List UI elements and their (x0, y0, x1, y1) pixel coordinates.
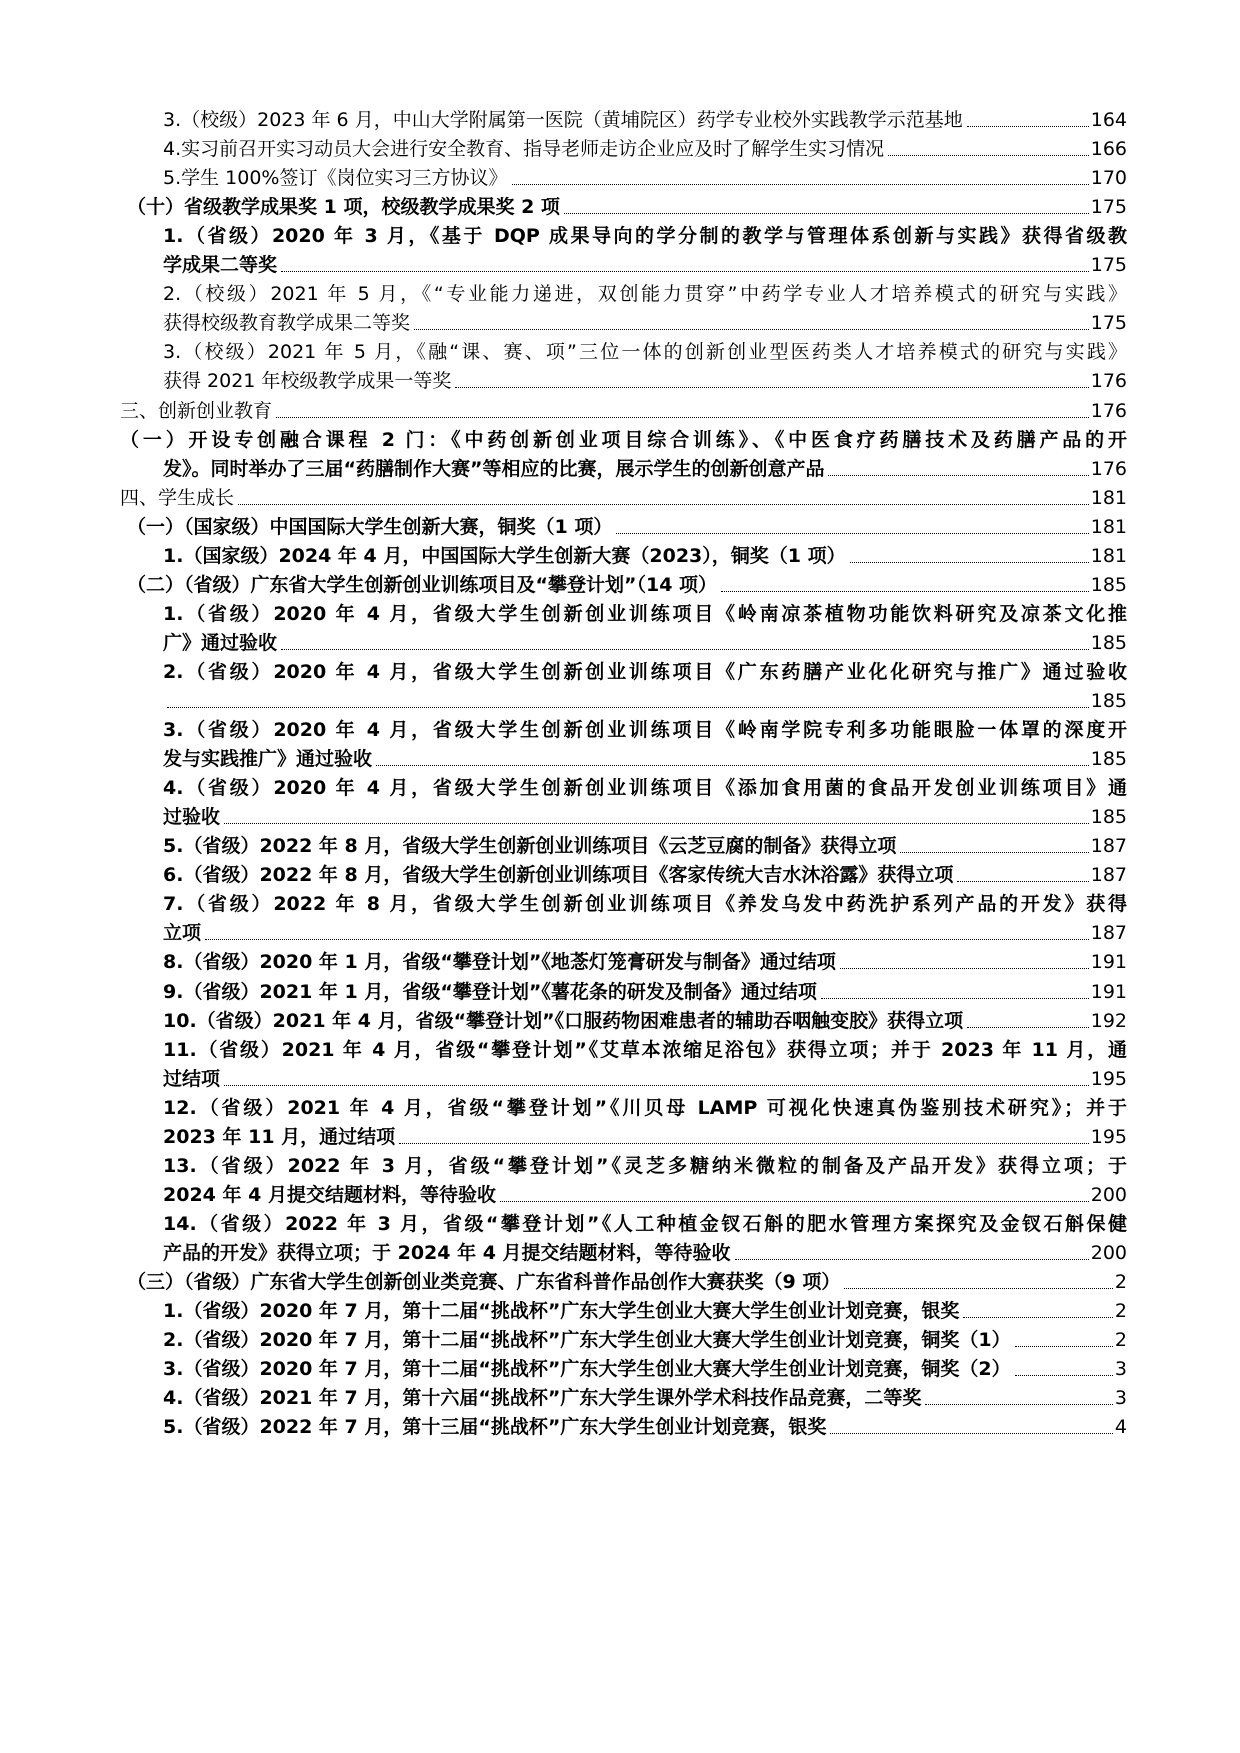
toc-page-number: 2 (1114, 1300, 1127, 1322)
toc-page-number: 187 (1090, 922, 1127, 944)
toc-leader-dots (224, 823, 1089, 824)
toc-leader-dots (376, 765, 1089, 766)
toc-entry[interactable] (163, 715, 1127, 745)
toc-leader-dots (721, 591, 1089, 592)
toc-entry-title: 过结项 (163, 1068, 221, 1090)
toc-entry[interactable] (163, 1122, 1127, 1152)
toc-entry-title: 过验收 (163, 806, 221, 828)
toc-entry[interactable] (163, 802, 1127, 832)
toc-entry[interactable] (163, 279, 1127, 309)
toc-entry-title: 14.（省级）2022 年 3 月，省级“攀登计划”《人工种植金钗石斛的肥水管理方案探究及金钗石斛保健 (163, 1213, 1127, 1235)
toc-leader-dots (1015, 1375, 1113, 1376)
toc-entry[interactable] (163, 1093, 1127, 1123)
toc-entry-title: 8.（省级）2020 年 1 月，省级“攀登计划”《地菍灯笼膏研发与制备》通过结项 (163, 951, 836, 973)
toc-entry-title: 获得校级教育教学成果二等奖 (163, 312, 411, 334)
toc-entry[interactable] (127, 1267, 1127, 1297)
toc-entry-title: 1.（省级）2020 年 3 月，《基于 DQP 成果导向的学分制的教学与管理体系创新与实践》获得省级教 (163, 225, 1127, 247)
toc-entry-title: 6.（省级）2022 年 8 月，省级大学生创新创业训练项目《客家传统大吉水沐浴露》获得立项 (163, 864, 954, 886)
toc-page-number: 181 (1090, 516, 1127, 538)
toc-entry-title: （一）（国家级）中国国际大学生创新大赛，铜奖（1 项） (127, 516, 613, 538)
toc-entry[interactable] (127, 192, 1127, 222)
toc-page-number: 191 (1090, 951, 1127, 973)
toc-page-number: 181 (1090, 487, 1127, 509)
toc-page-number: 166 (1090, 138, 1127, 160)
toc-entry-title: 5.学生 100%签订《岗位实习三方协议》 (163, 167, 508, 189)
toc-entry-title: 三、创新创业教育 (120, 400, 273, 422)
toc-leader-dots (616, 533, 1088, 534)
toc-page-number: 164 (1090, 109, 1127, 131)
toc-entry-title: 获得 2021 年校级教学成果一等奖 (163, 370, 452, 392)
toc-entry[interactable] (163, 977, 1127, 1007)
toc-entry[interactable] (163, 134, 1127, 164)
toc-page-number: 185 (1090, 632, 1127, 654)
toc-leader-dots (564, 213, 1089, 214)
toc-page-number: 191 (1090, 981, 1127, 1003)
toc-entry-title: 3.（省级）2020 年 7 月，第十二届“挑战杯”广东大学生创业大赛大学生创业计划竞赛，铜奖（2） (163, 1358, 1011, 1380)
toc-entry[interactable] (163, 1151, 1127, 1181)
toc-entry[interactable] (127, 570, 1127, 600)
toc-page-number: 4 (1114, 1416, 1127, 1438)
toc-entry[interactable] (163, 1180, 1127, 1210)
toc-page-number: 2 (1114, 1271, 1127, 1293)
toc-entry[interactable] (163, 599, 1127, 629)
toc-leader-dots (967, 1027, 1089, 1028)
toc-entry[interactable] (163, 831, 1127, 861)
toc-entry[interactable] (163, 918, 1127, 948)
toc-page-number: 185 (1090, 806, 1127, 828)
toc-leader-dots (414, 329, 1089, 330)
toc-entry-title: 发与实践推广》通过验收 (163, 748, 373, 770)
toc-leader-dots (963, 1317, 1113, 1318)
toc-page-number: 195 (1090, 1126, 1127, 1148)
toc-page-number: 175 (1090, 196, 1127, 218)
toc-leader-dots (844, 1288, 1113, 1289)
toc-entry[interactable] (163, 947, 1127, 977)
toc-page-number: 185 (1090, 690, 1127, 712)
toc-entry-title: （十）省级教学成果奖 1 项，校级教学成果奖 2 项 (127, 196, 560, 218)
toc-entry-title: 11.（省级）2021 年 4 月，省级“攀登计划”《艾草本浓缩足浴包》获得立项；并于 2023 年 11 月，通 (163, 1039, 1127, 1061)
toc-entry[interactable] (163, 1383, 1127, 1413)
toc-entry-title: 学成果二等奖 (163, 254, 278, 276)
toc-entry[interactable] (163, 250, 1127, 280)
toc-entry-title: 产品的开发》获得立项；于 2024 年 4 月提交结题材料，等待验收 (163, 1242, 731, 1264)
toc-entry[interactable] (163, 686, 1127, 716)
toc-entry[interactable] (163, 860, 1127, 890)
toc-entry-title: 1.（省级）2020 年 4 月，省级大学生创新创业训练项目《岭南凉茶植物功能饮料研究及凉茶文化推 (163, 603, 1127, 625)
toc-entry[interactable] (163, 337, 1127, 367)
toc-entry[interactable] (163, 889, 1127, 919)
toc-entry-title: 5.（省级）2022 年 7 月，第十三届“挑战杯”广东大学生创业计划竞赛，银奖 (163, 1416, 827, 1438)
toc-entry[interactable] (163, 1325, 1127, 1355)
toc-page-number: 3 (1114, 1387, 1127, 1409)
toc-entry[interactable] (127, 512, 1127, 542)
toc-entry[interactable] (163, 1209, 1127, 1239)
toc-entry[interactable] (163, 744, 1127, 774)
toc-entry-title: 9.（省级）2021 年 1 月，省级“攀登计划”《薯花条的研发及制备》通过结项 (163, 981, 817, 1003)
toc-page-number: 181 (1090, 545, 1127, 567)
toc-entry-title: 5.（省级）2022 年 8 月，省级大学生创新创业训练项目《云芝豆腐的制备》获得立项 (163, 835, 897, 857)
toc-page-number: 185 (1090, 748, 1127, 770)
toc-entry-title: 4.（省级）2020 年 4 月，省级大学生创新创业训练项目《添加食用菌的食品开发创业训练项目》通 (163, 777, 1127, 799)
toc-page-number: 200 (1090, 1184, 1127, 1206)
toc-page-number: 176 (1090, 400, 1127, 422)
toc-entry[interactable] (120, 483, 1127, 513)
toc-entry[interactable] (120, 425, 1127, 455)
toc-leader-dots (888, 155, 1089, 156)
toc-entry-title: 12.（省级）2021 年 4 月，省级“攀登计划”《川贝母 LAMP 可视化快速真伪鉴别技术研究》；并于 (163, 1097, 1127, 1119)
toc-entry[interactable] (163, 1238, 1127, 1268)
toc-leader-dots (512, 184, 1089, 185)
toc-entry-title: 13.（省级）2022 年 3 月，省级“攀登计划”《灵芝多糖纳米微粒的制备及产品开发》获得立项；于 (163, 1155, 1127, 1177)
toc-page-number: 192 (1090, 1010, 1127, 1032)
toc-entry-title: 3.（校级）2021 年 5 月，《融“课、赛、项”三位一体的创新创业型医药类人才培养模式的研究与实践》 (163, 341, 1127, 363)
toc-leader-dots (205, 939, 1089, 940)
toc-leader-dots (900, 852, 1088, 853)
toc-entry[interactable] (163, 657, 1127, 687)
toc-entry-title: （一）开设专创融合课程 2 门：《中药创新创业项目综合训练》、《中医食疗药膳技术及药膳产品的开 (120, 429, 1127, 451)
toc-entry-title: 2023 年 11 月，通过结项 (163, 1126, 396, 1148)
toc-page-number: 187 (1090, 835, 1127, 857)
toc-entry-title: 7.（省级）2022 年 8 月，省级大学生创新创业训练项目《养发乌发中药洗护系列产品的开发》获得 (163, 893, 1127, 915)
toc-leader-dots (399, 1143, 1089, 1144)
toc-leader-dots (500, 1201, 1089, 1202)
toc-leader-dots (828, 475, 1088, 476)
toc-entry[interactable] (163, 163, 1127, 193)
toc-leader-dots (925, 1404, 1113, 1405)
toc-leader-dots (735, 1259, 1089, 1260)
toc-entry-title: 1.（省级）2020 年 7 月，第十二届“挑战杯”广东大学生创业大赛大学生创业计划竞赛，银奖 (163, 1300, 960, 1322)
toc-entry[interactable] (163, 366, 1127, 396)
toc-page-number: 185 (1090, 574, 1127, 596)
toc-entry[interactable] (163, 541, 1127, 571)
toc-leader-dots (830, 1433, 1113, 1434)
toc-page-number: 176 (1090, 370, 1127, 392)
toc-entry-title: 2024 年 4 月提交结题材料，等待验收 (163, 1184, 496, 1206)
toc-leader-dots (281, 649, 1089, 650)
toc-entry-title: 2.（校级）2021 年 5 月，《“专业能力递进，双创能力贯穿”中药学专业人才培养模式的研究与实践》 (163, 283, 1127, 305)
toc-entry[interactable] (163, 454, 1127, 484)
toc-page-number: 176 (1090, 458, 1127, 480)
toc-leader-dots (957, 881, 1088, 882)
toc-leader-dots (840, 968, 1089, 969)
toc-page-number: 175 (1090, 312, 1127, 334)
toc-entry-title: 10.（省级）2021 年 4 月，省级“攀登计划”《口服药物困难患者的辅助吞咽触变胶》获得立项 (163, 1010, 964, 1032)
toc-entry-title: 广》通过验收 (163, 632, 278, 654)
toc-entry[interactable] (163, 308, 1127, 338)
toc-entry-title: 2.（省级）2020 年 7 月，第十二届“挑战杯”广东大学生创业大赛大学生创业计划竞赛，铜奖（1） (163, 1329, 1011, 1351)
toc-entry[interactable] (120, 396, 1127, 426)
toc-page-number: 195 (1090, 1068, 1127, 1090)
toc-page-number: 2 (1114, 1329, 1127, 1351)
toc-entry-title: （二）（省级）广东省大学生创新创业训练项目及“攀登计划”（14 项） (127, 574, 718, 596)
toc-leader-dots (167, 707, 1089, 708)
toc-leader-dots (850, 562, 1089, 563)
toc-page-number: 200 (1090, 1242, 1127, 1264)
toc-leader-dots (821, 998, 1089, 999)
toc-entry[interactable] (163, 1412, 1127, 1442)
toc-page-number: 3 (1114, 1358, 1127, 1380)
toc-entry-title: 3.（省级）2020 年 4 月，省级大学生创新创业训练项目《岭南学院专利多功能眼脸一体罩的深度开 (163, 719, 1127, 741)
toc-entry-title: 立项 (163, 922, 202, 944)
toc-entry[interactable] (163, 773, 1127, 803)
toc-page-number: 187 (1090, 864, 1127, 886)
toc-leader-dots (281, 271, 1089, 272)
toc-entry-title: 四、学生成长 (120, 487, 235, 509)
toc-page-number: 175 (1090, 254, 1127, 276)
toc-leader-dots (1015, 1346, 1113, 1347)
toc-entry[interactable] (163, 1006, 1127, 1036)
toc-entry-title: 发》。同时举办了三届“药膳制作大赛”等相应的比赛，展示学生的创新创意产品 (163, 458, 825, 480)
toc-entry[interactable] (163, 1354, 1127, 1384)
toc-page-number: 170 (1090, 167, 1127, 189)
toc-leader-dots (967, 126, 1089, 127)
toc-entry-title: 2.（省级）2020 年 4 月，省级大学生创新创业训练项目《广东药膳产业化化研究与推广》通过验收 (163, 661, 1127, 683)
toc-leader-dots (224, 1085, 1089, 1086)
toc-entry[interactable] (163, 1035, 1127, 1065)
toc-entry-title: （三）（省级）广东省大学生创新创业类竞赛、广东省科普作品创作大赛获奖（9 项） (127, 1271, 841, 1293)
toc-entry[interactable] (163, 221, 1127, 251)
toc-entry-title: 1.（国家级）2024 年 4 月，中国国际大学生创新大赛（2023），铜奖（1 项） (163, 545, 846, 567)
toc-entry[interactable] (163, 628, 1127, 658)
toc-entry[interactable] (163, 105, 1127, 135)
toc-entry[interactable] (163, 1064, 1127, 1094)
toc-entry-title: 3.（校级）2023 年 6 月，中山大学附属第一医院（黄埔院区）药学专业校外实践教学示范基地 (163, 109, 963, 131)
toc-leader-dots (455, 387, 1088, 388)
toc-leader-dots (276, 417, 1089, 418)
toc-leader-dots (238, 504, 1089, 505)
toc-entry-title: 4.（省级）2021 年 7 月，第十六届“挑战杯”广东大学生课外学术科技作品竞赛，二等奖 (163, 1387, 922, 1409)
toc-entry-title: 4.实习前召开实习动员大会进行安全教育、指导老师走访企业应及时了解学生实习情况 (163, 138, 885, 160)
toc-entry[interactable] (163, 1296, 1127, 1326)
